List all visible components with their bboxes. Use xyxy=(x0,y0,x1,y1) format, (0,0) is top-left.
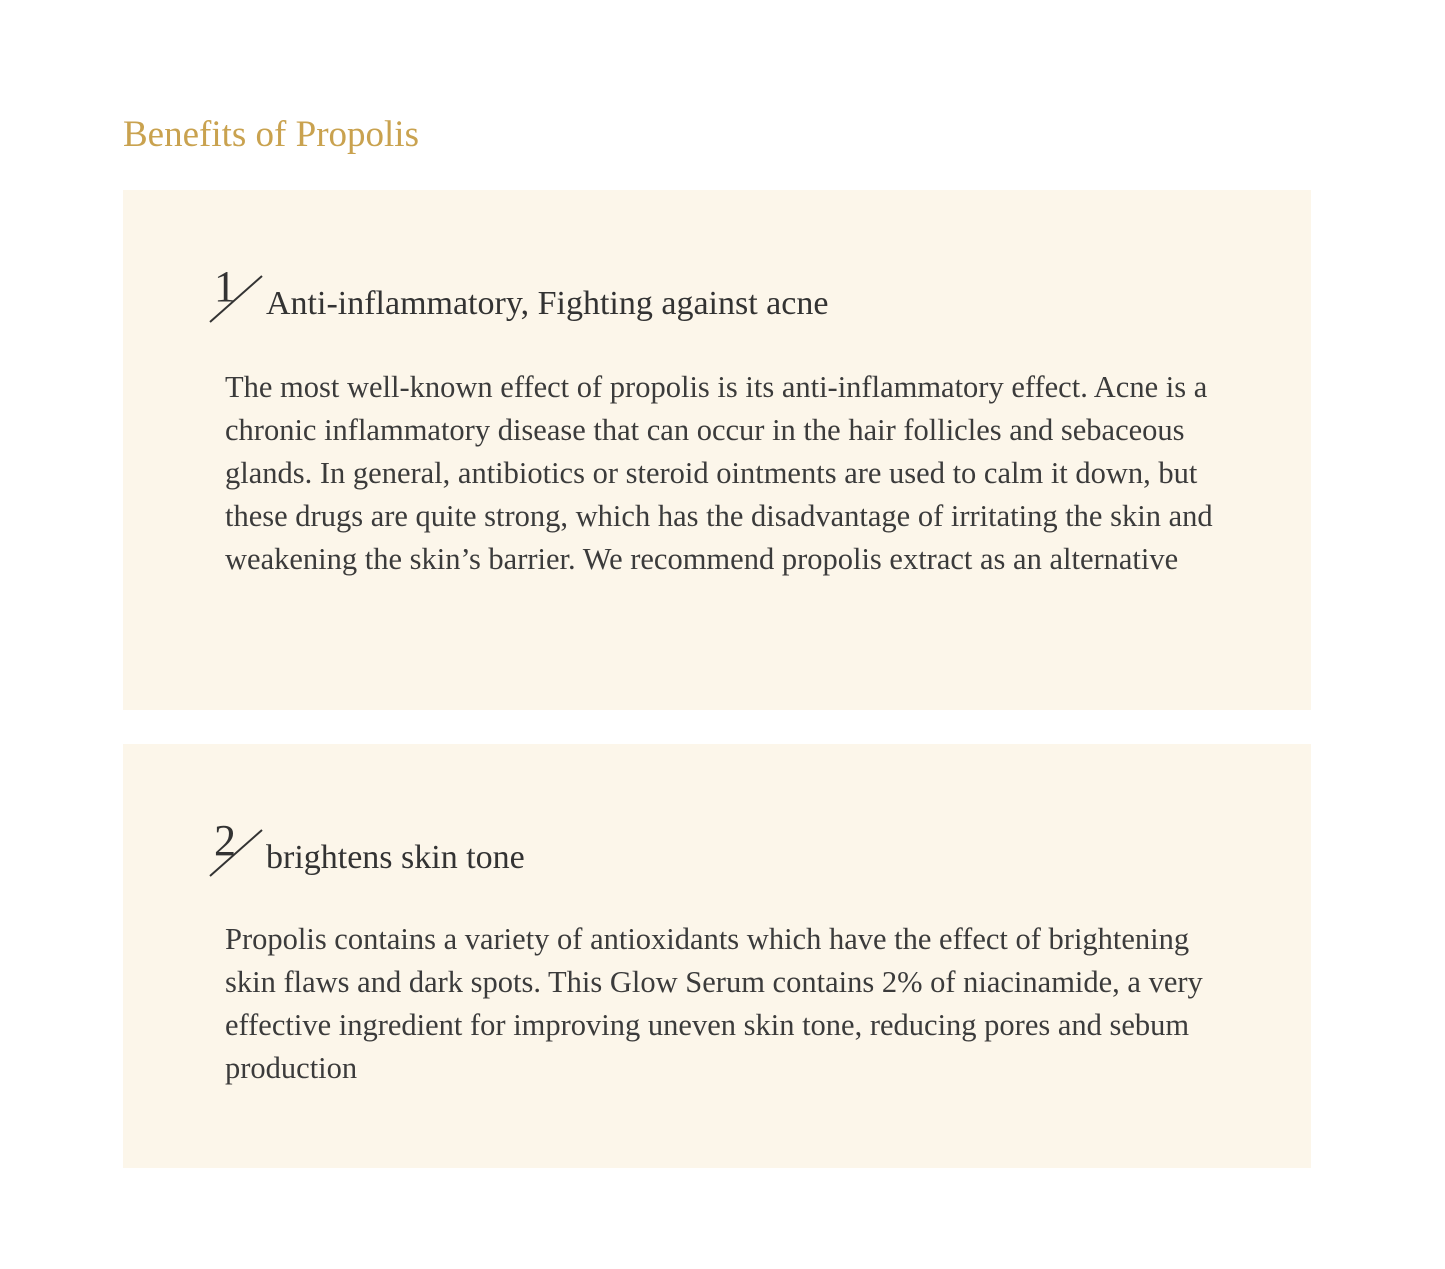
benefit-number-2-digit: 2 xyxy=(214,816,236,865)
benefit-heading-1 xyxy=(206,264,828,328)
benefit-title-2: brightens skin tone xyxy=(266,839,525,876)
benefit-card-2 xyxy=(123,744,1311,1168)
page-title: Benefits of Propolis xyxy=(123,114,419,155)
benefit-number-1 xyxy=(206,264,266,328)
benefit-number-1-digit: 1 xyxy=(214,262,236,311)
benefit-description-1: The most well-known effect of propolis is its anti-inflammatory effect. Acne is a chronic inflammatory disease that can occur in the hair follicles and sebaceous glands. In general, antibiotics or steroid ointments are used to calm it down, but these drugs are quite strong, which has the disadvantage of irritating the skin and weakening the skin’s barrier. We recommend propolis extract as an alternative xyxy=(225,370,1213,576)
benefit-description-2: Propolis contains a variety of antioxidants which have the effect of brightening skin flaws and dark spots. This Glow Serum contains 2% of niacinamide, a very effective ingredient for improving uneven skin tone, reducing pores and sebum production xyxy=(225,922,1203,1085)
benefit-number-2 xyxy=(206,818,266,882)
benefit-card-1 xyxy=(123,190,1311,710)
benefit-heading-2 xyxy=(206,818,525,882)
slash-mark-icon xyxy=(206,264,266,328)
benefit-title-1: Anti-inflammatory, Fighting against acne xyxy=(266,285,829,322)
slash-mark-icon xyxy=(206,818,266,882)
